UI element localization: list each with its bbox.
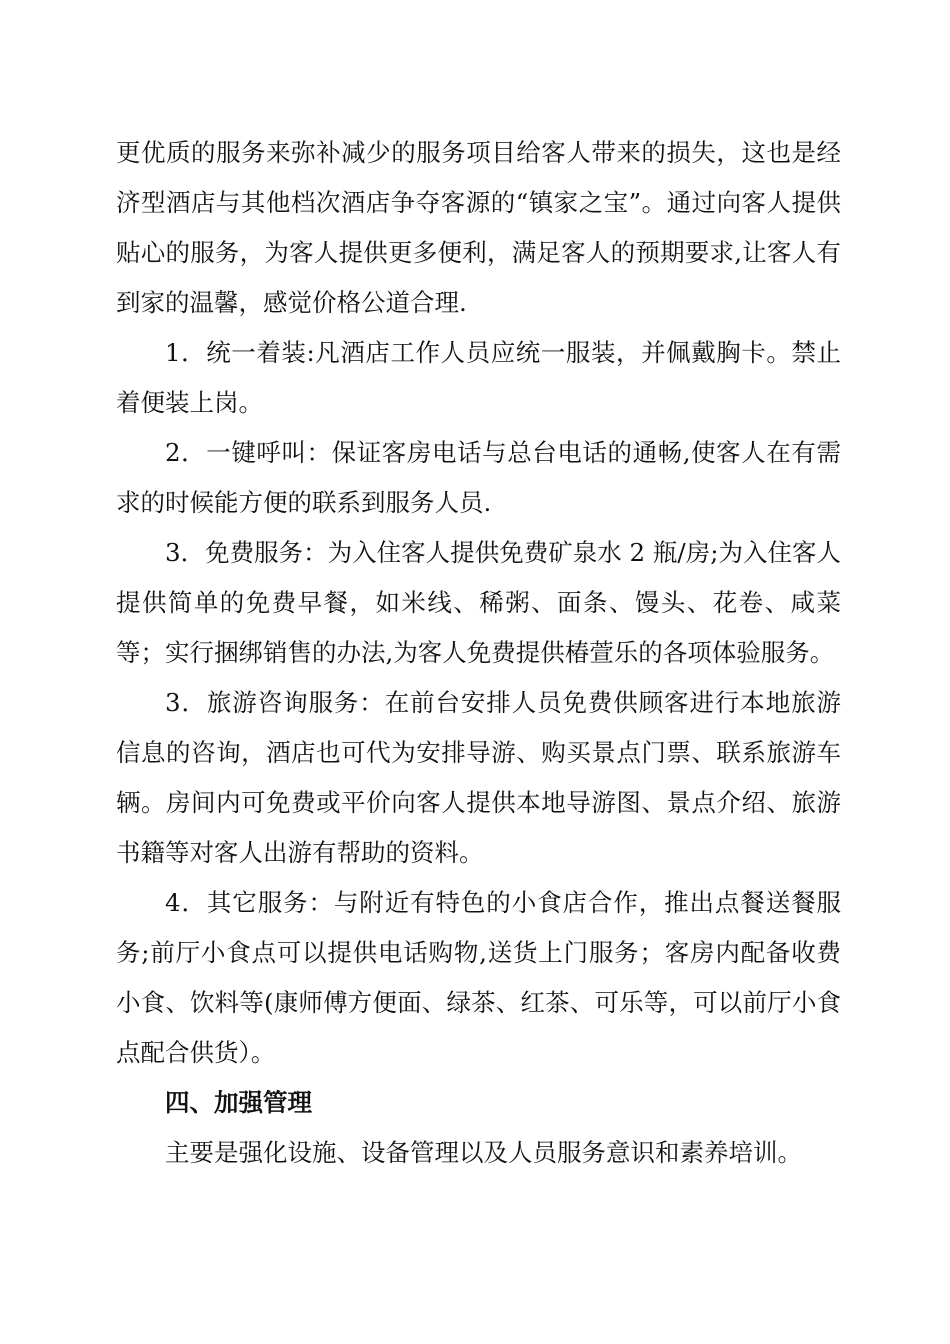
paragraph-item-travel-consulting: 3．旅游咨询服务：在前台安排人员免费供顾客进行本地旅游信息的咨询，酒店也可代为安排导游、购买景点门票、联系旅游车辆。房间内可免费或平价向客人提供本地导游图、景点介绍、旅游书籍等对客人出游有帮助的资料。 [116,688,841,867]
document-body [116,128,841,1178]
section-heading: 四、加强管理 [165,1088,312,1117]
paragraph-item-free-service: 3．免费服务：为入住客人提供免费矿泉水 2 瓶/房;为入住客人提供简单的免费早餐，如米线、稀粥、面条、馒头、花卷、咸菜等；实行捆绑销售的办法,为客人免费提供椿萱乐的各项体验服务。 [116,538,841,667]
paragraph-closing: 主要是强化设施、设备管理以及人员服务意识和素养培训。 [165,1138,802,1167]
paragraph-item-call: 2．一键呼叫：保证客房电话与总台电话的通畅,使客人在有需求的时候能方便的联系到服务人员. [116,438,841,517]
paragraph-item-uniform: 1．统一着装:凡酒店工作人员应统一服装，并佩戴胸卡。禁止着便装上岗。 [116,338,841,417]
paragraph-intro: 更优质的服务来弥补减少的服务项目给客人带来的损失，这也是经济型酒店与其他档次酒店争夺客源的“镇家之宝”。通过向客人提供贴心的服务，为客人提供更多便利，满足客人的预期要求,让客人有到家的温馨，感觉价格公道合理. [116,138,841,317]
paragraph-item-other-services: 4．其它服务：与附近有特色的小食店合作，推出点餐送餐服务;前厅小食点可以提供电话购物,送货上门服务；客房内配备收费小食、饮料等(康师傅方便面、绿茶、红茶、可乐等，可以前厅小食点配合供货）。 [116,888,841,1067]
